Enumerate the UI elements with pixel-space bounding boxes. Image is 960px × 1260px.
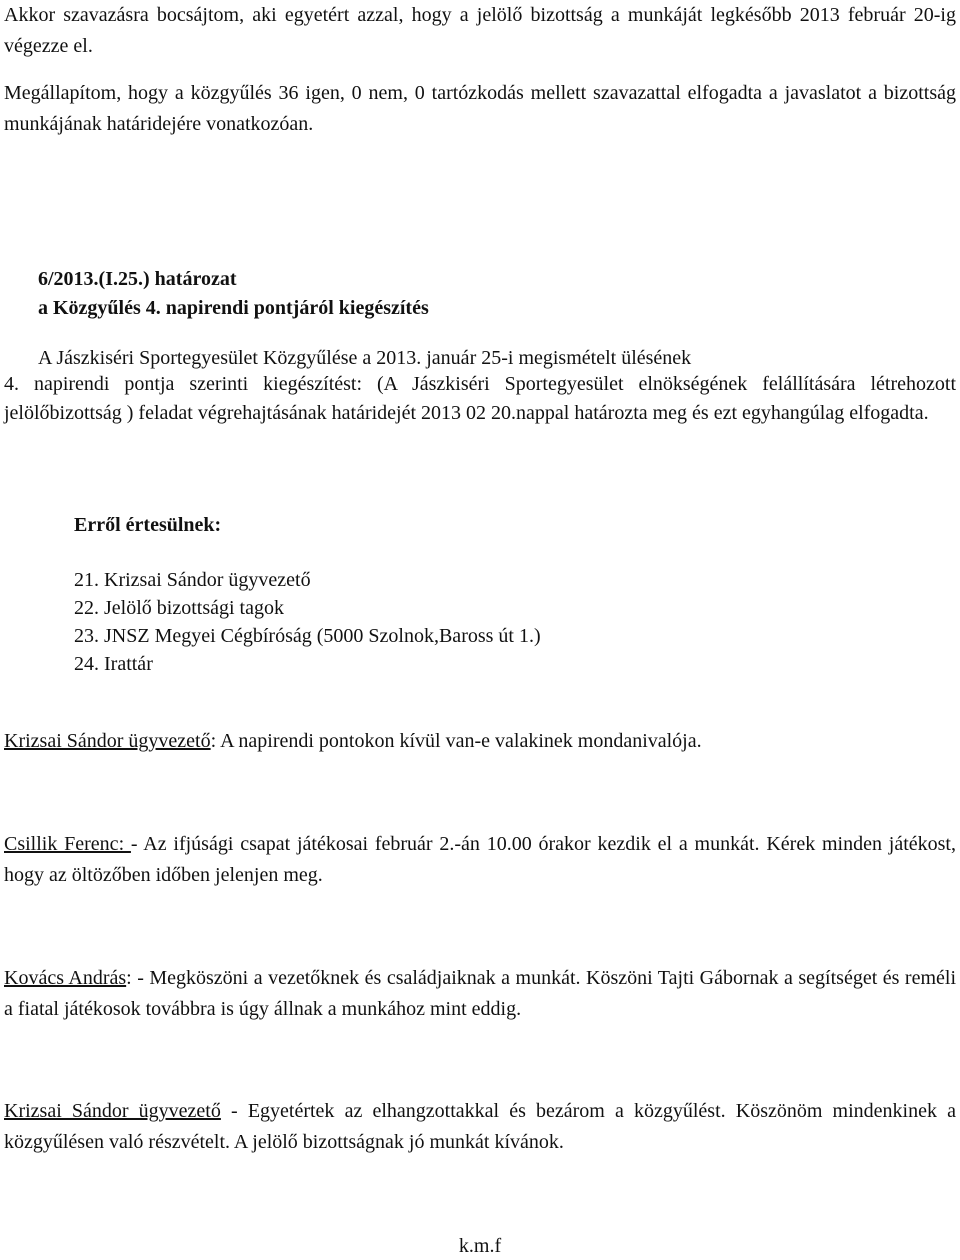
intro-vote-text: Akkor szavazásra bocsájtom, aki egyetért azzal, hogy a jelölő bizottság a munkáját legkésőbb 2013 február 20-ig végezze el.: [4, 4, 956, 57]
speech-csillik: [4, 829, 956, 891]
resolution-lead: A Jászkiséri Sportegyesület Közgyűlése a 2013. január 25-i megismételt ülésének: [38, 347, 692, 369]
speech-text: Az ifjúsági csapat játékosai február 2.-án 10.00 órakor kezdik el a munkát. Kérek minden játékost, hogy az öltözőben időben jelenjen meg.: [4, 833, 956, 886]
notify-item: 22. Jelölő bizottsági tagok: [74, 597, 284, 619]
speech-kovacs: [4, 963, 956, 1025]
speech-text: Egyetértek az elhangzottakkal és bezárom a közgyűlést. Köszönöm mindenkinek a közgyűlésen való részvételt. A jelölő bizottságnak jó munkát kívánok.: [4, 1100, 956, 1153]
resolution-title: a Közgyűlés 4. napirendi pontjáról kiegészítés: [38, 297, 429, 319]
notify-item: 23. JNSZ Megyei Cégbíróság (5000 Szolnok,Baross út 1.): [74, 625, 541, 647]
notify-heading: Erről értesülnek:: [74, 514, 222, 536]
speaker-name: Krizsai Sándor ügyvezető: [4, 1100, 221, 1122]
speech-text: Megköszöni a vezetőknek és családjaiknak a munkát. Köszöni Tajti Gábornak a segítséget és reméli a fiatal játékosok továbbra is úgy állnak a munkához mint eddig.: [4, 967, 957, 1020]
footer-kmf: k.m.f: [458, 1235, 502, 1257]
speech-text: A napirendi pontokon kívül van-e valakinek mondanivalója.: [220, 730, 702, 752]
notify-item: 24. Irattár: [74, 653, 153, 675]
speaker-name: Kovács András: [4, 967, 127, 989]
resolution-body: 4. napirendi pontja szerinti kiegészítést: (A Jászkiséri Sportegyesület elnökségének felállítására létrehozott jelölőbizottság ) feladat végrehajtásának határidejét 2013 02 20.nappal határozta meg és ezt egyhangúlag elfogadta.: [4, 373, 956, 424]
speech-krizsai-2: [4, 1096, 956, 1158]
speech-separator: -: [220, 1100, 248, 1122]
speech-separator: : -: [126, 967, 150, 989]
speaker-name: Csillik Ferenc:: [4, 833, 131, 855]
speech-krizsai-1: [4, 726, 956, 757]
notify-item: 21. Krizsai Sándor ügyvezető: [74, 569, 311, 591]
resolution-number: 6/2013.(I.25.) határozat: [38, 268, 237, 290]
speaker-name: Krizsai Sándor ügyvezető: [4, 730, 211, 752]
intro-result-text: Megállapítom, hogy a közgyűlés 36 igen, 0 nem, 0 tartózkodás mellett szavazattal elfogadta a javaslatot a bizottság munkájának határidejére vonatkozóan.: [4, 82, 956, 135]
notify-list: [74, 566, 541, 678]
speech-separator: :: [210, 730, 221, 752]
speech-separator: -: [130, 833, 144, 855]
